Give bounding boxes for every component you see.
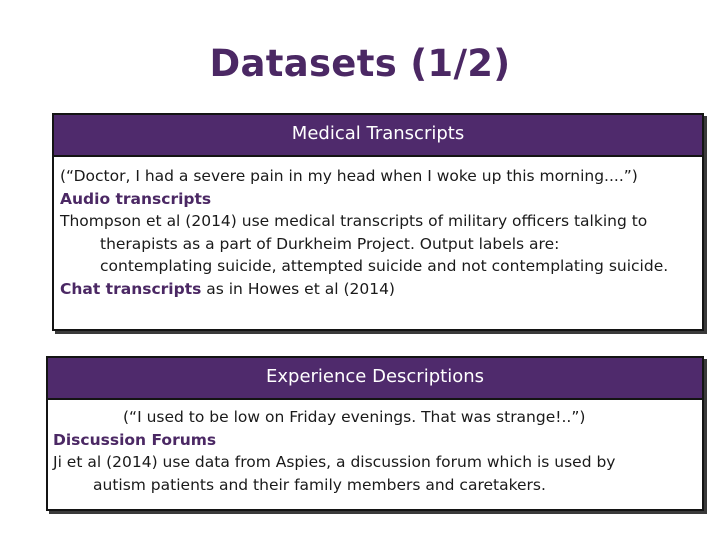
ji-line-1: Ji et al (2014) use data from Aspies, a discussion forum which is used by [53,453,616,471]
experience-descriptions-header: Experience Descriptions [48,358,702,400]
chat-transcripts-label: Chat transcripts [60,279,202,298]
ji-line-2: autism patients and their family members and caretakers. [93,475,546,494]
audio-transcripts-label: Audio transcripts [60,189,212,208]
medical-transcripts-box [52,113,704,331]
medical-transcripts-body [54,157,702,300]
chat-transcripts-rest: as in Howes et al (2014) [201,279,395,298]
thompson-line-2: therapists as a part of Durkheim Project. Output labels are: [100,234,560,253]
slide-title: Datasets (1/2) [209,42,511,85]
thompson-line-1: Thompson et al (2014) use medical transcripts of military officers talking to [60,212,648,230]
medical-transcripts-header: Medical Transcripts [54,115,702,157]
friday-quote: (“I used to be low on Friday evenings. That was strange!..”) [123,408,586,426]
experience-descriptions-box [46,356,704,511]
chat-transcripts-line [60,278,702,301]
experience-descriptions-body [48,400,702,496]
doctor-quote: (“Doctor, I had a severe pain in my head when I woke up this morning....”) [60,167,638,185]
thompson-line-3: contemplating suicide, attempted suicide and not contemplating suicide. [100,257,669,275]
discussion-forums-label: Discussion Forums [53,430,217,449]
